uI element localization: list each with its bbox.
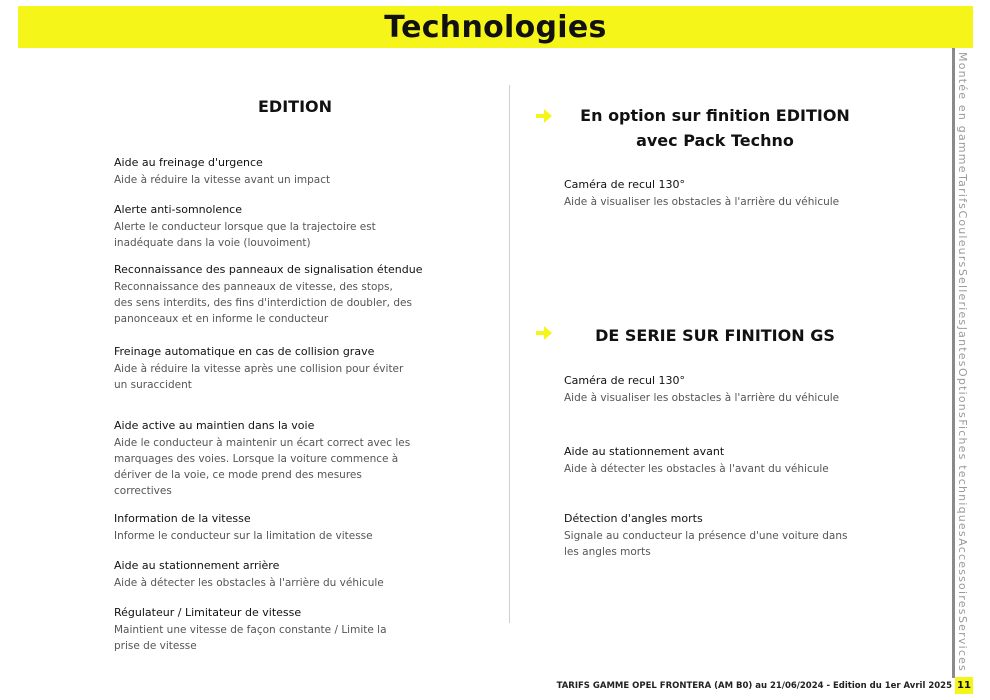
list-item <box>114 155 414 188</box>
nav-item-selleries[interactable]: Selleries <box>956 268 970 327</box>
item-title: Aide active au maintien dans la voie <box>114 419 315 432</box>
item-title: Information de la vitesse <box>114 512 251 525</box>
option-heading-line2: avec Pack Techno <box>636 131 794 150</box>
list-item <box>114 511 414 544</box>
item-title: Reconnaissance des panneaux de signalisation étendue <box>114 263 423 276</box>
item-desc: Reconnaissance des panneaux de vitesse, des stops, des sens interdits, des fins d'interdiction de doubler, des panonceaux et en informe le conducteur <box>114 281 412 325</box>
nav-item-couleurs[interactable]: Couleurs <box>956 210 970 269</box>
list-item <box>114 202 414 251</box>
list-item <box>564 177 864 210</box>
serie-heading: DE SERIE SUR FINITION GS <box>595 326 835 345</box>
item-desc: Informe le conducteur sur la limitation de vitesse <box>114 530 373 542</box>
page-number: 11 <box>955 677 973 694</box>
item-title: Aide au stationnement avant <box>564 445 725 458</box>
item-title: Aide au freinage d'urgence <box>114 156 263 169</box>
item-title: Détection d'angles morts <box>564 512 703 525</box>
list-item <box>114 558 414 591</box>
list-item <box>564 373 864 406</box>
item-desc: Alerte le conducteur lorsque que la trajectoire est inadéquate dans la voie (louvoiment) <box>114 221 376 249</box>
edition-heading: EDITION <box>257 97 333 116</box>
list-item <box>114 262 423 327</box>
arrow-right-icon <box>535 324 553 342</box>
item-desc: Aide à détecter les obstacles à l'avant du véhicule <box>564 463 829 475</box>
nav-item-tarifs[interactable]: Tarifs <box>956 174 970 211</box>
item-desc: Maintient une vitesse de façon constante / Limite la prise de vitesse <box>114 624 387 652</box>
footer-text: TARIFS GAMME OPEL FRONTERA (AM B0) au 21/06/2024 - Edition du 1er Avril 2025 <box>556 681 952 691</box>
title-bar <box>18 6 973 48</box>
item-desc: Aide le conducteur à maintenir un écart correct avec les marquages des voies. Lorsque la voiture commence à dériver de la voie, ce mode prend des mesures correctives <box>114 437 411 497</box>
list-item <box>564 511 864 560</box>
page-title: Technologies <box>384 9 607 45</box>
item-title: Aide au stationnement arrière <box>114 559 280 572</box>
nav-item-accessoires[interactable]: Accessoires <box>956 538 970 616</box>
side-nav <box>952 48 972 678</box>
item-title: Caméra de recul 130° <box>564 178 686 191</box>
list-item <box>114 344 414 393</box>
nav-item-services[interactable]: Services <box>956 616 970 672</box>
item-title: Alerte anti-somnolence <box>114 203 242 216</box>
column-divider <box>509 85 510 623</box>
item-desc: Aide à réduire la vitesse après une collision pour éviter un suraccident <box>114 363 404 391</box>
nav-item-options[interactable]: Options <box>956 368 970 419</box>
nav-item-jantes[interactable]: Jantes <box>956 326 970 368</box>
item-desc: Aide à visualiser les obstacles à l'arrière du véhicule <box>564 392 840 404</box>
item-title: Régulateur / Limitateur de vitesse <box>114 606 302 619</box>
item-desc: Aide à visualiser les obstacles à l'arrière du véhicule <box>564 196 840 208</box>
item-title: Caméra de recul 130° <box>564 374 686 387</box>
side-nav-list <box>955 52 971 672</box>
list-item <box>564 444 864 477</box>
item-desc: Signale au conducteur la présence d'une voiture dans les angles morts <box>564 530 848 558</box>
nav-item-fiches-techniques[interactable]: Fiches techniques <box>956 419 970 538</box>
item-desc: Aide à détecter les obstacles à l'arrière du véhicule <box>114 577 384 589</box>
option-heading-line1: En option sur finition EDITION <box>580 106 850 125</box>
option-heading <box>565 103 865 153</box>
item-title: Freinage automatique en cas de collision grave <box>114 345 375 358</box>
list-item <box>114 605 414 654</box>
item-desc: Aide à réduire la vitesse avant un impact <box>114 174 331 186</box>
arrow-right-icon <box>535 107 553 125</box>
nav-item-montee-en-gamme[interactable]: Montée en gamme <box>956 52 970 174</box>
list-item <box>114 418 414 499</box>
